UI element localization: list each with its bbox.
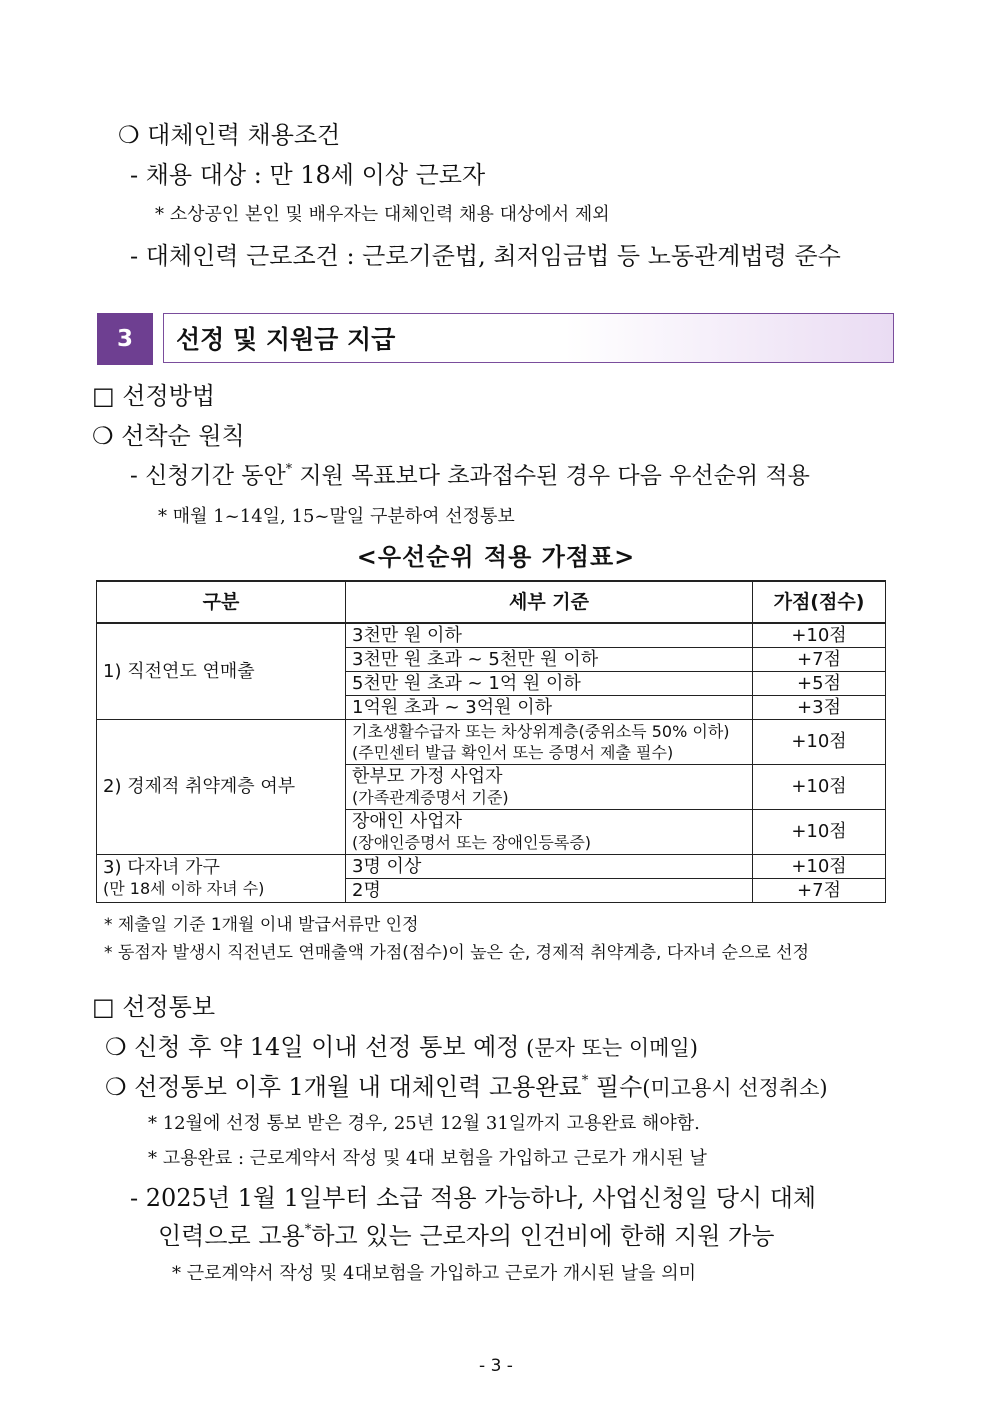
notify1-main: ❍ 신청 후 약 14일 이내 선정 통보 예정 bbox=[105, 1033, 520, 1061]
footnote-mark: * bbox=[285, 460, 293, 476]
notify2-sub: (미고용시 선정취소) bbox=[642, 1076, 828, 1100]
points-cell: +7점 bbox=[753, 647, 886, 671]
footnote-mark: * bbox=[581, 1073, 589, 1089]
priority-points-table bbox=[96, 580, 886, 903]
priority-rule-pre: - 신청기간 동안 bbox=[130, 463, 286, 489]
criteria-line2: (가족관계증명서 기준) bbox=[352, 787, 509, 807]
selection-method-heading: □ 선정방법 bbox=[92, 382, 216, 410]
criteria-cell: 3천만 원 이하 bbox=[346, 623, 753, 647]
criteria-cell bbox=[346, 764, 753, 809]
points-cell: +10점 bbox=[753, 623, 886, 647]
criteria-line1: 장애인 사업자 bbox=[352, 810, 463, 832]
points-cell: +7점 bbox=[753, 878, 886, 902]
group3-line1: 3) 다자녀 가구 bbox=[103, 857, 220, 878]
first-come-principle: ❍ 선착순 원칙 bbox=[92, 422, 245, 450]
points-table-title: <우선순위 적용 가점표> bbox=[356, 542, 636, 571]
criteria-cell: 3명 이상 bbox=[346, 854, 753, 878]
retro-post: 하고 있는 근로자의 인건비에 한해 지원 가능 bbox=[311, 1222, 775, 1250]
table-header-row bbox=[97, 581, 886, 623]
notify2-post: 필수 bbox=[588, 1073, 643, 1101]
header-category: 구분 bbox=[97, 581, 346, 623]
footnote-mark: * bbox=[304, 1222, 312, 1238]
table-row bbox=[97, 719, 886, 764]
table-row bbox=[97, 854, 886, 878]
priority-rule-item bbox=[130, 457, 810, 490]
table-note-2: * 동점자 발생시 직전년도 연매출액 가점(점수)이 높은 순, 경제적 취약계층, 다자녀 순으로 선정 bbox=[104, 943, 810, 963]
criteria-cell: 1억원 초과 ~ 3억원 이하 bbox=[346, 695, 753, 719]
section-number-badge: 3 bbox=[97, 313, 153, 365]
page-number: - 3 - bbox=[479, 1356, 513, 1376]
notification-item-2 bbox=[105, 1067, 828, 1102]
notify1-sub: (문자 또는 이메일) bbox=[519, 1036, 698, 1060]
points-cell: +10점 bbox=[753, 854, 886, 878]
retro-pre: 인력으로 고용 bbox=[158, 1222, 305, 1250]
table-note-1: * 제출일 기준 1개월 이내 발급서류만 인정 bbox=[104, 915, 419, 935]
points-cell: +5점 bbox=[753, 671, 886, 695]
notification-note-2: * 고용완료 : 근로계약서 작성 및 4대 보험을 가입하고 근로가 개시된 날 bbox=[148, 1148, 707, 1169]
retroactive-note: * 근로계약서 작성 및 4대보험을 가입하고 근로가 개시된 날을 의미 bbox=[172, 1263, 697, 1284]
notify2-pre: ❍ 선정통보 이후 1개월 내 대체인력 고용완료 bbox=[105, 1073, 582, 1101]
replacement-hiring-heading: ❍ 대체인력 채용조건 bbox=[118, 121, 341, 149]
section-title bbox=[163, 313, 894, 363]
group-label-sales: 1) 직전연도 연매출 bbox=[97, 623, 346, 719]
criteria-line1: 한부모 가정 사업자 bbox=[352, 765, 503, 787]
criteria-line1: 기초생활수급자 또는 차상위계층(중위소득 50% 이하) bbox=[352, 721, 730, 741]
points-cell: +10점 bbox=[753, 719, 886, 764]
points-cell: +10점 bbox=[753, 764, 886, 809]
criteria-line2: (장애인증명서 또는 장애인등록증) bbox=[352, 832, 592, 852]
priority-rule-post: 지원 목표보다 초과접수된 경우 다음 우선순위 적용 bbox=[292, 463, 810, 489]
points-cell: +10점 bbox=[753, 809, 886, 854]
group3-line2: (만 18세 이하 자녀 수) bbox=[103, 879, 265, 898]
notification-heading: □ 선정통보 bbox=[92, 993, 216, 1021]
section-title-text: 선정 및 지원금 지급 bbox=[176, 325, 396, 354]
hiring-target-item: - 채용 대상 : 만 18세 이상 근로자 bbox=[130, 161, 486, 189]
criteria-cell bbox=[346, 809, 753, 854]
notification-note-1: * 12월에 선정 통보 받은 경우, 25년 12월 31일까지 고용완료 해야함. bbox=[148, 1113, 700, 1134]
points-cell: +3점 bbox=[753, 695, 886, 719]
priority-rule-note: * 매월 1~14일, 15~말일 구분하여 선정통보 bbox=[158, 506, 515, 527]
group-label-children bbox=[97, 854, 346, 902]
retroactive-line-1: - 2025년 1월 1일부터 소급 적용 가능하나, 사업신청일 당시 대체 bbox=[130, 1184, 817, 1212]
working-conditions-item: - 대체인력 근로조건 : 근로기준법, 최저임금법 등 노동관계법령 준수 bbox=[130, 242, 841, 270]
criteria-cell: 5천만 원 초과 ~ 1억 원 이하 bbox=[346, 671, 753, 695]
header-criteria: 세부 기준 bbox=[346, 581, 753, 623]
hiring-target-note: * 소상공인 본인 및 배우자는 대체인력 채용 대상에서 제외 bbox=[155, 204, 610, 225]
header-points: 가점(점수) bbox=[753, 581, 886, 623]
retroactive-line-2 bbox=[158, 1216, 774, 1251]
table-row bbox=[97, 623, 886, 647]
group-label-vulnerable: 2) 경제적 취약계층 여부 bbox=[97, 719, 346, 854]
criteria-cell: 3천만 원 초과 ~ 5천만 원 이하 bbox=[346, 647, 753, 671]
criteria-cell bbox=[346, 719, 753, 764]
criteria-cell: 2명 bbox=[346, 878, 753, 902]
notification-item-1 bbox=[105, 1027, 698, 1062]
criteria-line2: (주민센터 발급 확인서 또는 증명서 제출 필수) bbox=[352, 742, 674, 762]
